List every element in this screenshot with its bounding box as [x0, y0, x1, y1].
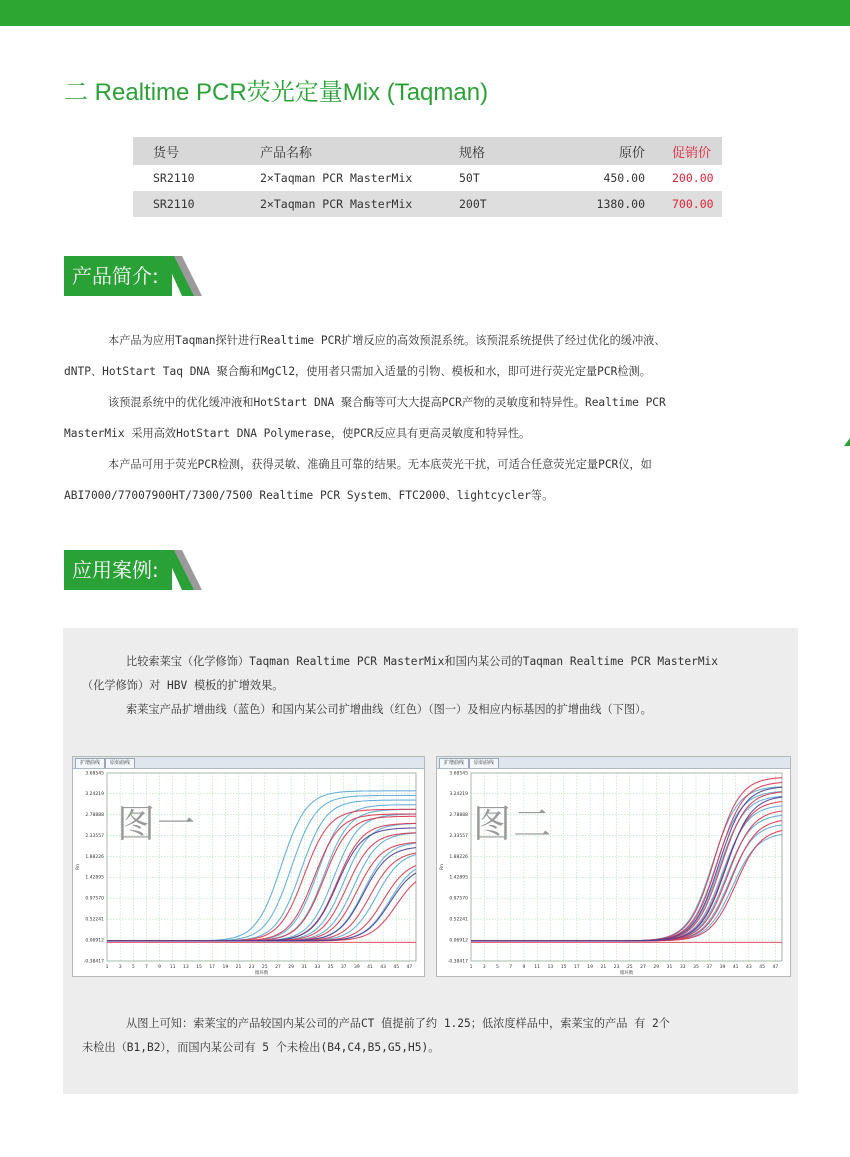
x-tick-label: 11	[169, 965, 176, 970]
x-tick-label: 35	[327, 965, 334, 970]
x-tick-label: 7	[145, 965, 148, 970]
intro-line: ABI7000/77007900HT/7300/7500 Realtime PCR System、FTC2000、lightcycler等。	[64, 489, 554, 502]
y-tick-label: 0.52241	[85, 917, 104, 923]
cell-spec: 50T	[451, 165, 544, 191]
y-tick-label: 3.68545	[449, 771, 468, 777]
intro-line: 本产品为应用Taqman探针进行Realtime PCR扩增反应的高效预混系统。该预混系统提供了经过优化的缓冲液、	[108, 334, 666, 347]
case-conclusion	[82, 1012, 782, 1060]
x-tick-label: 39	[719, 965, 726, 970]
section-chevron-icon	[164, 256, 204, 296]
y-tick-label: 3.24219	[449, 791, 468, 797]
y-tick-label: 1.42895	[85, 875, 104, 881]
figure-label: 图一	[117, 802, 198, 846]
intro-line: dNTP、HotStart Taq DNA 聚合酶和MgCl2，使用者只需加入适量的引物、模板和水，即可进行荧光定量PCR检测。	[64, 365, 651, 378]
x-tick-label: 3	[482, 965, 486, 970]
x-tick-label: 23	[248, 965, 255, 970]
y-tick-label: 1.42895	[449, 875, 468, 881]
y-tick-label: 0.06912	[85, 938, 104, 944]
table-row	[133, 191, 722, 217]
x-tick-label: 33	[314, 965, 321, 970]
x-tick-label: 9	[522, 965, 526, 970]
intro-line: 该预混系统中的优化缓冲液和HotStart DNA 聚合酶等可大大提高PCR产物的灵敏度和特异性。Realtime PCR	[108, 396, 666, 409]
x-tick-label: 17	[209, 965, 216, 970]
x-tick-label: 43	[380, 965, 386, 970]
x-tick-label: 5	[496, 965, 499, 970]
y-tick-label: -0.38417	[447, 959, 468, 965]
x-tick-label: 5	[131, 965, 135, 970]
x-tick-label: 27	[640, 965, 646, 970]
x-tick-label: 37	[706, 965, 713, 970]
case-intro-line: 比较索莱宝（化学修饰）Taqman Realtime PCR MasterMix和国内某公司的Taqman Realtime PCR MasterMix	[126, 655, 719, 668]
y-tick-label: 2.33557	[449, 833, 468, 839]
x-tick-label: 7	[509, 965, 513, 970]
y-axis-label: Rn	[76, 864, 81, 870]
case-intro	[82, 650, 782, 722]
y-tick-label: 0.97570	[85, 896, 104, 902]
y-tick-label: 0.52241	[449, 917, 468, 923]
y-tick-label: 1.88226	[449, 854, 468, 860]
y-tick-label: 2.33557	[85, 833, 104, 839]
tab-raw[interactable]: 原始曲线	[469, 758, 499, 768]
col-header-promo: 促销价	[671, 137, 722, 165]
y-tick-label: 3.68545	[85, 771, 104, 777]
x-tick-label: 33	[679, 965, 686, 970]
x-tick-label: 29	[653, 965, 660, 970]
conclusion-line: 未检出（B1,B2），而国内某公司有 5 个未检出(B4,C4,B5,G5,H5)。	[82, 1041, 440, 1054]
col-header-product: 产品名称	[240, 137, 451, 165]
x-tick-label: 29	[288, 965, 294, 970]
case-intro-line: 索莱宝产品扩增曲线（蓝色）和国内某公司扩增曲线（红色）（图一）及相应内标基因的扩增曲线（下图）。	[126, 703, 652, 716]
y-tick-label: 3.24219	[85, 791, 104, 797]
tab-raw[interactable]: 原始曲线	[105, 758, 135, 768]
col-header-sku: 货号	[133, 137, 240, 165]
cell-price: 1380.00	[544, 191, 671, 217]
y-tick-label: 0.06912	[449, 938, 468, 944]
conclusion-line: 从图上可知：索莱宝的产品较国内某公司的产品CT 值提前了约 1.25；低浓度样品中，索莱宝的产品 有 2个	[126, 1017, 670, 1030]
x-tick-label: 27	[275, 965, 281, 970]
x-tick-label: 15	[196, 965, 202, 970]
x-tick-label: 37	[340, 965, 347, 970]
y-tick-label: 2.78888	[85, 812, 104, 818]
top-green-bar	[0, 0, 850, 26]
x-tick-label: 13	[183, 965, 189, 970]
x-tick-label: 45	[759, 965, 766, 970]
cell-product: 2×Taqman PCR MasterMix	[240, 165, 451, 191]
x-tick-label: 11	[534, 965, 541, 970]
cell-promo: 200.00	[671, 165, 722, 191]
cell-price: 450.00	[544, 165, 671, 191]
section-chevron-icon	[164, 550, 204, 590]
x-tick-label: 15	[560, 965, 567, 970]
case-intro-line: （化学修饰）对 HBV 模板的扩增效果。	[82, 679, 284, 692]
x-tick-label: 21	[600, 965, 607, 970]
table-row	[133, 165, 722, 191]
chart-tab-bar	[73, 757, 424, 769]
chart-tab-bar	[437, 757, 790, 769]
x-tick-label: 39	[353, 965, 360, 970]
x-tick-label: 19	[222, 965, 229, 970]
x-tick-label: 1	[469, 965, 473, 970]
tab-amplification[interactable]: 扩增曲线	[439, 758, 469, 768]
cell-promo: 700.00	[671, 191, 722, 217]
x-tick-label: 9	[158, 965, 162, 970]
x-tick-label: 47	[772, 965, 779, 970]
x-tick-label: 31	[301, 965, 308, 970]
x-tick-label: 13	[547, 965, 554, 970]
x-tick-label: 19	[587, 965, 593, 970]
cell-sku: SR2110	[133, 165, 240, 191]
x-tick-label: 43	[746, 965, 752, 970]
price-table	[133, 137, 722, 217]
section-title-intro: 产品简介:	[64, 256, 172, 296]
intro-line: MasterMix 采用高效HotStart DNA Polymerase，使PCR反应具有更高灵敏度和特异性。	[64, 427, 531, 440]
x-tick-label: 17	[574, 965, 580, 970]
x-tick-label: 45	[393, 965, 400, 970]
x-tick-label: 1	[105, 965, 109, 970]
x-tick-label: 35	[693, 965, 699, 970]
x-tick-label: 47	[406, 965, 413, 970]
cell-product: 2×Taqman PCR MasterMix	[240, 191, 451, 217]
x-axis-label: 循环数	[619, 971, 634, 976]
col-header-price: 原价	[544, 137, 671, 165]
figure-1	[72, 756, 425, 977]
cell-spec: 200T	[451, 191, 544, 217]
page-title: 二 Realtime PCR荧光定量Mix (Taqman)	[64, 79, 489, 106]
x-tick-label: 23	[613, 965, 620, 970]
cell-sku: SR2110	[133, 191, 240, 217]
y-tick-label: 2.78888	[449, 812, 468, 818]
x-tick-label: 21	[235, 965, 242, 970]
x-tick-label: 25	[626, 965, 633, 970]
x-tick-label: 41	[367, 965, 373, 970]
edge-triangle-mark	[844, 438, 850, 446]
intro-paragraphs	[64, 325, 789, 511]
table-header-row	[133, 137, 722, 165]
figure-2	[436, 756, 791, 977]
figure-label: 图二	[473, 802, 554, 846]
x-tick-label: 3	[118, 965, 122, 970]
case-panel	[63, 628, 798, 1094]
section-title-cases: 应用案例:	[64, 550, 172, 590]
tab-amplification[interactable]: 扩增曲线	[75, 758, 105, 768]
x-tick-label: 25	[261, 965, 268, 970]
y-axis-label: Rn	[440, 864, 445, 870]
col-header-spec: 规格	[451, 137, 544, 165]
y-tick-label: -0.38417	[83, 959, 104, 965]
x-tick-label: 31	[666, 965, 673, 970]
x-tick-label: 41	[732, 965, 739, 970]
intro-line: 本产品可用于荧光PCR检测，获得灵敏、准确且可靠的结果。无本底荧光干扰，可适合任意荧光定量PCR仪，如	[108, 458, 652, 471]
y-tick-label: 1.88226	[85, 854, 104, 860]
x-axis-label: 循环数	[254, 971, 269, 976]
y-tick-label: 0.97570	[449, 896, 468, 902]
